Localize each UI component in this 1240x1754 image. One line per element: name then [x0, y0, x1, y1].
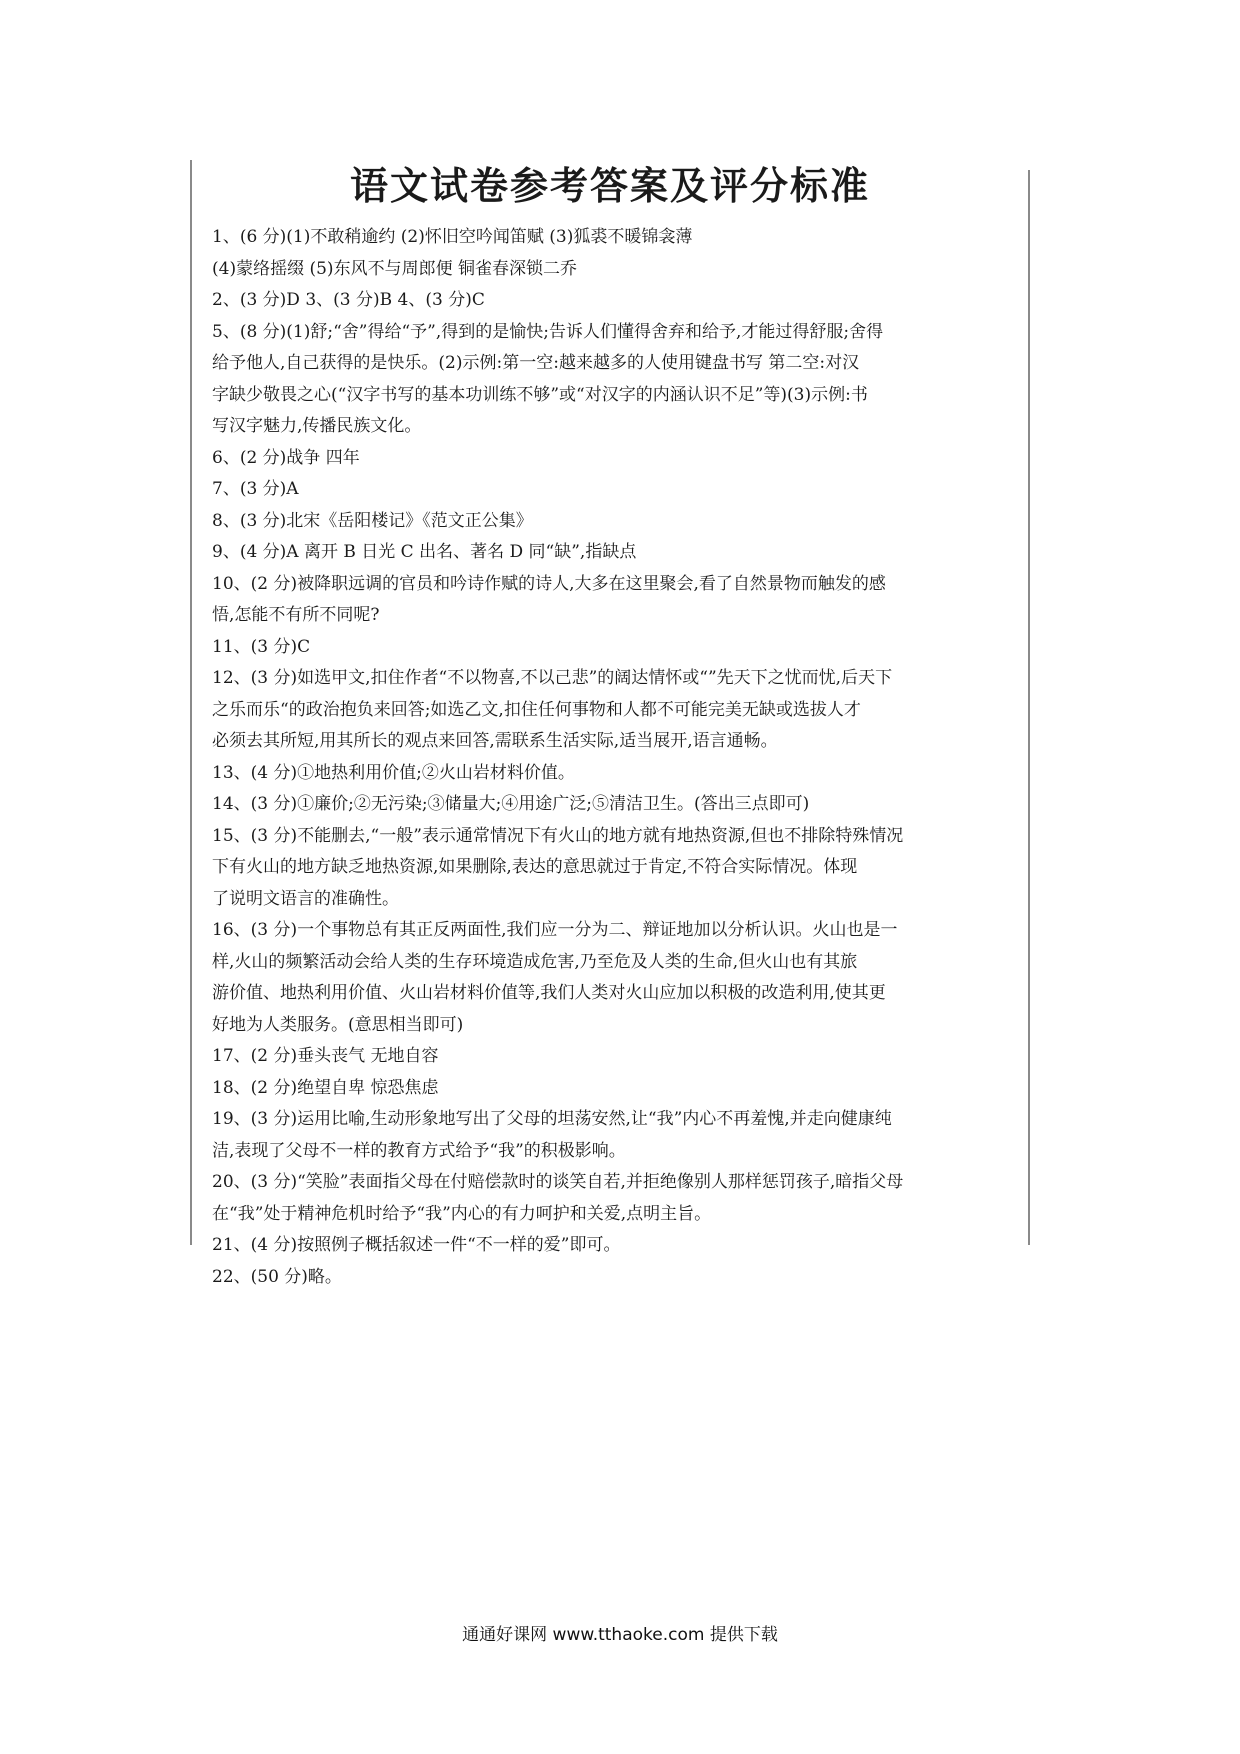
- answer-item: [212, 317, 1012, 443]
- answer-line: 7、(3 分)A: [212, 479, 299, 499]
- answer-line: 6、(2 分)战争 四年: [212, 447, 360, 468]
- scanned-answer-sheet: [190, 160, 1030, 1287]
- answer-item: [212, 474, 1012, 506]
- answer-line: 12、(3 分)如选甲文,扣住作者“不以物喜,不以己悲”的阔达情怀或“”先天下之忧而忧,后天下: [212, 668, 893, 688]
- answer-item: [212, 506, 1012, 538]
- answer-line: 16、(3 分)一个事物总有其正反两面性,我们应一分为二、辩证地加以分析认识。火山也是一: [212, 920, 898, 940]
- answer-item: [212, 821, 1012, 916]
- answer-line: 18、(2 分)绝望自卑 惊恐焦虑: [212, 1077, 439, 1098]
- answer-line: 给予他人,自己获得的是快乐。(2)示例:第一空:越来越多的人使用键盘书写 第二空:对汉: [212, 353, 860, 373]
- answer-line: 样,火山的频繁活动会给人类的生存环境造成危害,乃至危及人类的生命,但火山也有其旅: [212, 951, 858, 972]
- answer-item: [212, 1104, 1012, 1167]
- answer-line: 必须去其所短,用其所长的观点来回答,需联系生活实际,适当展开,语言通畅。: [212, 731, 778, 751]
- answer-line: 1、(6 分)(1)不敢稍逾约 (2)怀旧空吟闻笛赋 (3)狐裘不暖锦衾薄: [212, 227, 693, 247]
- answer-line: 8、(3 分)北宋《岳阳楼记》《范文正公集》: [212, 510, 533, 531]
- answer-list: [212, 222, 1012, 1293]
- answer-line: 21、(4 分)按照例子概括叙述一件“不一样的爱”即可。: [212, 1235, 621, 1255]
- answer-item: [212, 285, 1012, 317]
- answer-item: [212, 663, 1012, 758]
- page-title: 语文试卷参考答案及评分标准: [349, 163, 870, 208]
- scan-left-border: [190, 160, 192, 1245]
- answer-line: 11、(3 分)C: [212, 636, 311, 657]
- answer-line: 20、(3 分)“笑脸”表面指父母在付赔偿款时的谈笑自若,并拒绝像别人那样惩罚孩子,暗指父母: [212, 1172, 904, 1192]
- answer-line: 9、(4 分)A 离开 B 日光 C 出名、著名 D 同“缺”,指缺点: [212, 542, 637, 562]
- answer-item: [212, 789, 1012, 821]
- answer-line: 19、(3 分)运用比喻,生动形象地写出了父母的坦荡安然,让“我”内心不再羞愧,并走向健康纯: [212, 1109, 892, 1129]
- answer-line: 在“我”处于精神危机时给予“我”内心的有力呵护和关爱,点明主旨。: [212, 1203, 712, 1224]
- answer-line: 之乐而乐“的政治抱负来回答;如选乙文,扣住任何事物和人都不可能完美无缺或选拔人才: [212, 699, 861, 720]
- answer-item: [212, 915, 1012, 1041]
- answer-line: 写汉字魅力,传播民族文化。: [212, 416, 422, 436]
- answer-line: 游价值、地热利用价值、火山岩材料价值等,我们人类对火山应加以积极的改造利用,使其更: [212, 983, 886, 1003]
- answer-line: 悟,怎能不有所不同呢?: [212, 605, 380, 625]
- answer-item: [212, 443, 1012, 475]
- answer-item: [212, 758, 1012, 790]
- answer-line: 17、(2 分)垂头丧气 无地自容: [212, 1046, 439, 1066]
- answer-item: [212, 1167, 1012, 1230]
- answer-item: [212, 222, 1012, 285]
- answer-line: 22、(50 分)略。: [212, 1266, 342, 1287]
- answer-item: [212, 632, 1012, 664]
- answer-item: [212, 1262, 1012, 1294]
- answer-item: [212, 1230, 1012, 1262]
- answer-line: 13、(4 分)①地热利用价值;②火山岩材料价值。: [212, 762, 575, 783]
- answer-item: [212, 1073, 1012, 1105]
- answer-item: [212, 537, 1012, 569]
- answer-line: 10、(2 分)被降职远调的官员和吟诗作赋的诗人,大多在这里聚会,看了自然景物而触发的感: [212, 573, 886, 594]
- footer-credit: 通通好课网 www.tthaoke.com 提供下载: [462, 1625, 778, 1645]
- answer-line: 了说明文语言的准确性。: [212, 888, 399, 909]
- answer-line: 洁,表现了父母不一样的教育方式给予“我”的积极影响。: [212, 1140, 626, 1161]
- scan-right-border: [1028, 170, 1030, 1245]
- answer-item: [212, 569, 1012, 632]
- answer-line: 14、(3 分)①廉价;②无污染;③储量大;④用途广泛;⑤清洁卫生。(答出三点即可): [212, 794, 810, 814]
- answer-line: 下有火山的地方缺乏地热资源,如果删除,表达的意思就过于肯定,不符合实际情况。体现: [212, 857, 858, 877]
- answer-line: 2、(3 分)D 3、(3 分)B 4、(3 分)C: [212, 290, 485, 310]
- answer-line: 15、(3 分)不能删去,“一般”表示通常情况下有火山的地方就有地热资源,但也不排除特殊情况: [212, 825, 904, 846]
- answer-line: (4)蒙络摇缀 (5)东风不与周郎便 铜雀春深锁二乔: [212, 258, 577, 279]
- answer-item: [212, 1041, 1012, 1073]
- answer-line: 字缺少敬畏之心(“汉字书写的基本功训练不够”或“对汉字的内涵认识不足”等)(3)示例:书: [212, 384, 868, 405]
- answer-line: 5、(8 分)(1)舒;“舍”得给“予”,得到的是愉快;告诉人们懂得舍弃和给予,才能过得舒服;舍得: [212, 321, 884, 342]
- answer-line: 好地为人类服务。(意思相当即可): [212, 1014, 464, 1035]
